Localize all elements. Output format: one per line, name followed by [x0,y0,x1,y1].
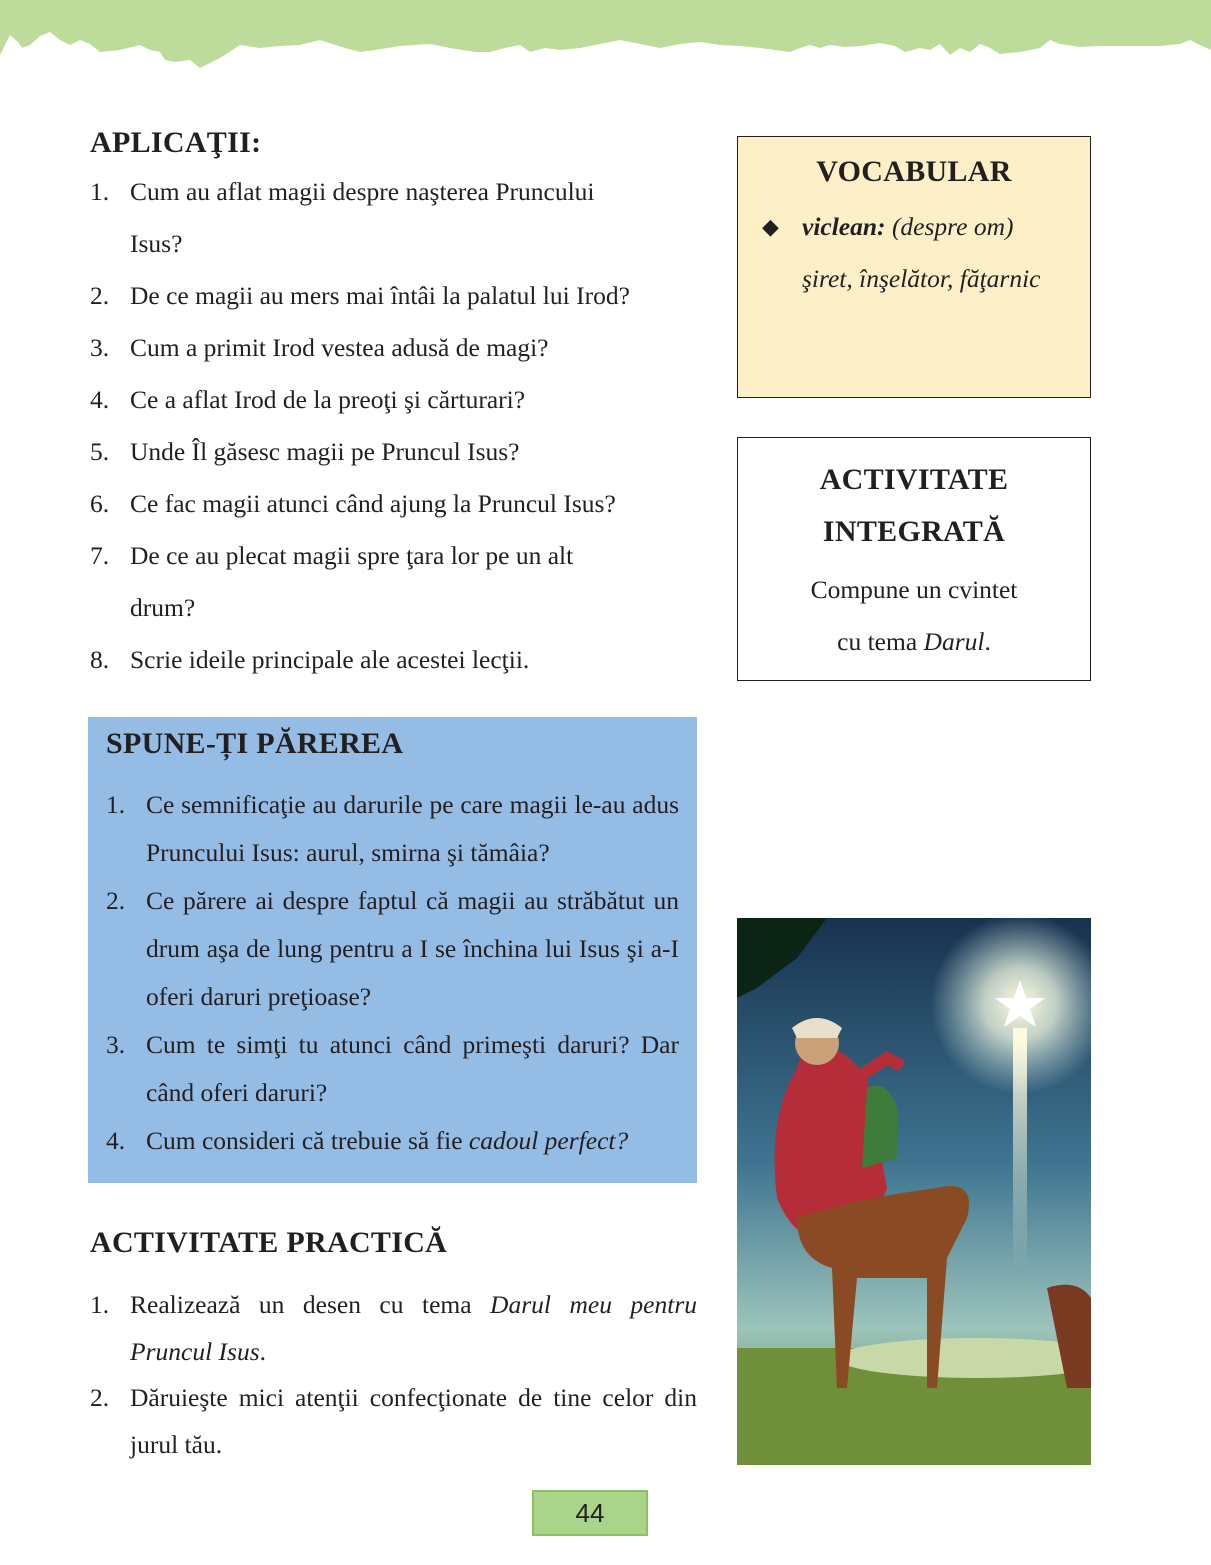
vocabular-box [737,136,1091,398]
section-title: APLICAŢII: [90,126,262,159]
activitate-integrata-box [737,437,1091,681]
item-tail: . [259,1336,266,1366]
item-text: Realizează un desen cu tema [130,1290,491,1319]
vocab-note: (despre om) [891,212,1014,241]
item-number: 2. [90,281,110,310]
box-title [738,454,1090,558]
item-text: De ce au plecat magii spre ţara lor pe un alt drum? [130,541,574,622]
title-line: ACTIVITATE [819,463,1009,496]
item-number: 7. [90,541,110,570]
vocab-term: viclean: [802,212,886,241]
item-number: 1. [90,177,110,206]
spune-ti-parerea-box [88,717,697,1183]
list-item [106,1021,679,1117]
item-number: 3. [106,1030,126,1059]
box-title: VOCABULAR [816,155,1012,188]
section-title: SPUNE-ȚI PĂREREA [106,727,404,760]
section-title: ACTIVITATE PRACTICĂ [90,1226,448,1259]
item-text: Cum consideri că trebuie să fie [146,1126,469,1155]
list-item [90,426,700,478]
text-line: Compune un cvintet [810,575,1018,604]
list-item [90,166,700,270]
box-text [738,564,1090,668]
item-number: 5. [90,437,110,466]
item-number: 2. [90,1383,110,1412]
item-text: Scrie ideile principale ale acestei lecţii. [130,645,530,674]
list-item [90,270,700,322]
aplicatii-section [90,126,700,686]
item-number: 3. [90,333,110,362]
item-text: Cum te simţi tu atunci când primeşti daruri? Dar când oferi daruri? [146,1030,679,1107]
item-text: Cum a primit Irod vestea adusă de magi? [130,333,549,362]
question-list [90,166,700,686]
question-list [106,781,679,1165]
item-number: 6. [90,489,110,518]
item-number: 1. [90,1290,110,1319]
list-item [90,478,700,530]
item-text: Ce părere ai despre faptul că magii au străbătut un drum aşa de lung pentru a I se închina lui Isus şi a-I oferi daruri preţioase? [146,886,679,1011]
item-number: 4. [106,1126,126,1155]
list-item [90,530,700,634]
item-text: Dăruieşte mici atenţii confecţionate de tine celor din jurul tău. [130,1383,697,1459]
item-text: Cum au aflat magii despre naşterea Pruncului Isus? [130,177,595,258]
text-emphasis: Darul [923,627,985,656]
decorative-header-band [0,0,1211,75]
item-text: De ce magii au mers mai întâi la palatul lui Irod? [130,281,630,310]
vocab-definition: şiret, înşelător, făţarnic [802,264,1041,293]
activity-list [90,1282,697,1468]
item-number: 1. [106,790,126,819]
list-item [90,1282,697,1375]
item-text: Ce fac magii atunci când ajung la Pruncul Isus? [130,489,616,518]
list-item [106,1117,679,1165]
item-text: Ce semnificaţie au darurile pe care magii le-au adus Pruncului Isus: aurul, smirna şi tămâia? [146,790,679,867]
list-item [90,1375,697,1468]
item-emphasis: cadoul perfect? [468,1126,629,1155]
list-item [90,322,700,374]
item-number: 8. [90,645,110,674]
activitate-practica-section [90,1226,697,1468]
item-text: Ce a aflat Irod de la preoţi şi cărturari? [130,385,526,414]
list-item [106,877,679,1021]
list-item [106,781,679,877]
list-item [90,374,700,426]
text-tail: . [984,627,991,656]
text-line: cu tema [837,627,924,656]
page-number: 44 [532,1490,648,1536]
item-number: 4. [90,385,110,414]
title-line: INTEGRATĂ [822,515,1006,548]
magi-star-illustration [737,918,1091,1465]
item-text: Unde Îl găsesc magii pe Pruncul Isus? [130,437,520,466]
diamond-bullet-icon: ◆ [762,214,779,239]
item-number: 2. [106,886,126,915]
list-item [90,634,700,686]
item-emphasis: Darul meu pentru Pruncul Isus [130,1290,698,1366]
